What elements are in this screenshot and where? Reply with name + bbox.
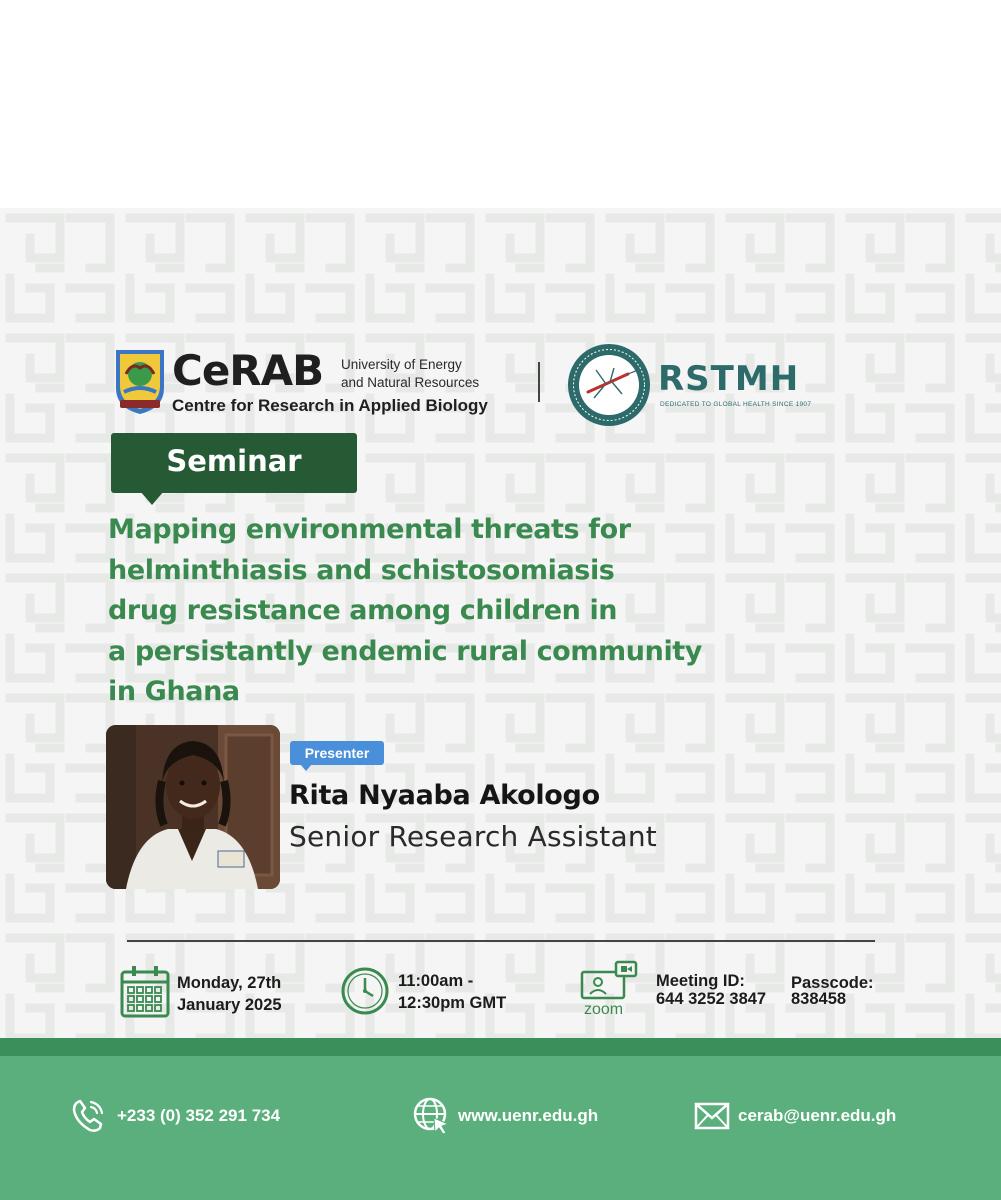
title-line: drug resistance among children in [108,595,618,626]
presenter-badge-tail [300,764,312,771]
zoom-video-icon [578,960,640,1018]
seminar-badge-tail [140,491,164,505]
event-time-line2: 12:30pm GMT [398,994,507,1012]
cerab-logo-text: CeRAB [172,346,324,395]
footer-accent-strip [0,1038,1001,1056]
uenr-crest-logo [112,348,168,416]
email-link[interactable]: cerab@uenr.edu.gh [738,1106,897,1125]
clock-icon [340,966,390,1016]
event-date [177,972,282,1016]
top-blank-area [0,0,1001,208]
presenter-name: Rita Nyaaba Akologo [289,780,600,811]
presenter-badge: Presenter [290,741,384,765]
seminar-label: Seminar [166,444,302,478]
meeting-id-label: Meeting ID: [656,972,745,990]
rstmh-logo-text: RSTMH [658,359,800,399]
university-name-line2: and Natural Resources [341,375,480,390]
calendar-icon [120,964,170,1018]
presenter-portrait-image [106,725,280,889]
event-date-line1: Monday, 27th [177,974,282,992]
details-divider [127,940,875,942]
envelope-icon [694,1102,730,1130]
meeting-id-value[interactable]: 644 3252 3847 [656,990,767,1008]
phone-icon [70,1098,106,1134]
presenter-role: Senior Research Assistant [289,820,657,853]
title-line: a persistantly endemic rural community [108,635,703,667]
logo-divider [538,362,540,402]
rstmh-tagline: DEDICATED TO GLOBAL HEALTH SINCE 1907 [660,401,812,408]
passcode-label: Passcode: [791,974,874,992]
phone-number[interactable]: +233 (0) 352 291 734 [117,1106,281,1125]
event-time [398,970,506,1014]
title-line: helminthiasis and schistosomiasis [108,554,615,586]
rstmh-seal-logo [566,342,652,428]
website-link[interactable]: www.uenr.edu.gh [458,1106,599,1125]
event-time-line1: 11:00am - [398,972,474,990]
seminar-poster [0,208,1001,1200]
zoom-label: zoom [584,1001,624,1018]
title-line: Mapping environmental threats for [108,514,631,545]
contact-footer [0,1056,1001,1200]
presenter-photo [106,725,280,889]
title-line: in Ghana [108,676,240,707]
event-date-line2: January 2025 [177,996,282,1014]
seminar-title [108,510,828,713]
passcode-value[interactable]: 838458 [791,990,847,1008]
globe-cursor-icon [412,1096,452,1136]
centre-name: Centre for Research in Applied Biology [172,396,488,415]
university-name-line1: University of Energy [341,357,462,372]
